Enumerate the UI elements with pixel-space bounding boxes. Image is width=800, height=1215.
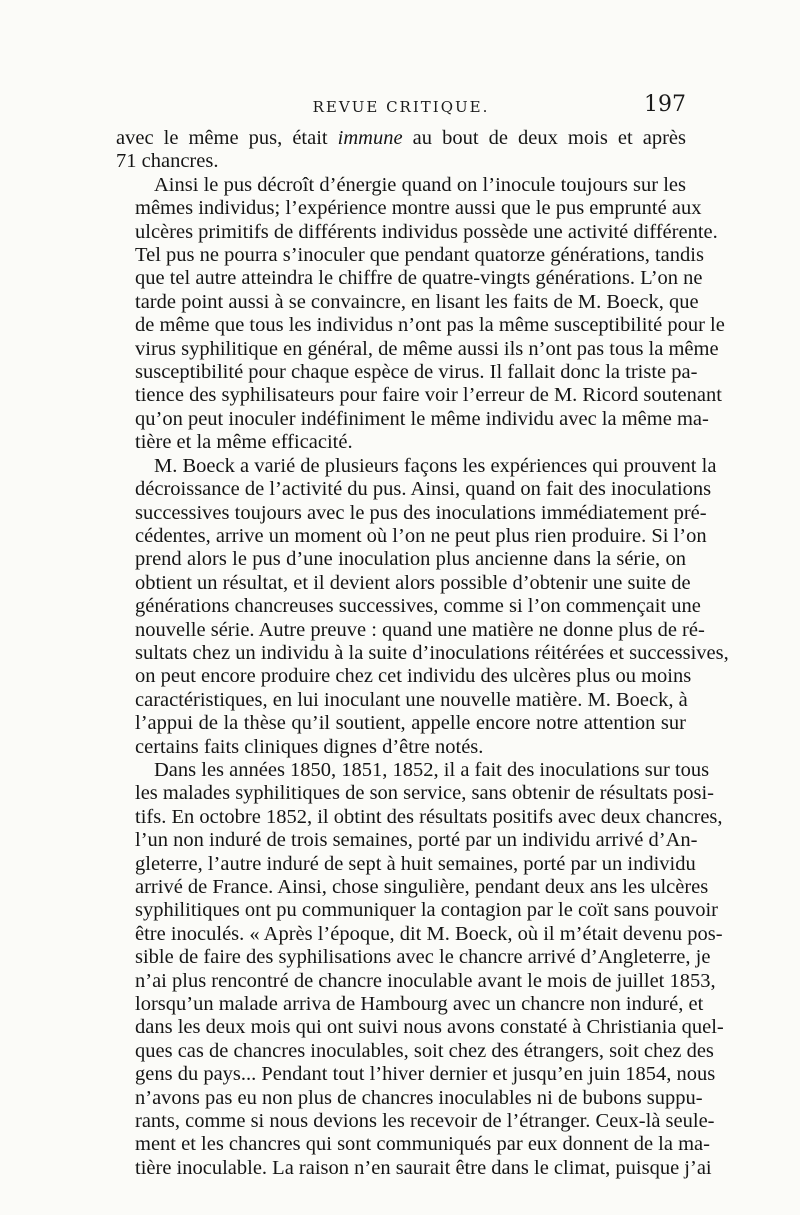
text-segment: sible de faire des syphilisations avec le chancre arrivé d’Angleterre, je — [135, 946, 711, 969]
text-segment: tience des syphilisateurs pour faire voir l’erreur de M. Ricord soutenant — [135, 384, 722, 407]
paragraph — [116, 454, 729, 759]
text-segment: décroissance de l’activité du pus. Ainsi, quand on fait des inoculations — [135, 478, 712, 501]
text-segment: tière et la même efficacité. — [135, 431, 353, 454]
text-segment: l’un non induré de trois semaines, porté par un individu arrivé d’An- — [135, 829, 698, 852]
text-line — [116, 993, 704, 1016]
text-segment: générations chancreuses successives, comme si l’on commençait une — [135, 595, 701, 618]
text-line — [116, 641, 729, 665]
text-segment: mêmes individus; l’expérience montre aussi que le pus emprunté aux — [135, 197, 702, 220]
text-line — [116, 548, 686, 571]
text-segment: tière inoculable. La raison n’en saurait être dans le climat, puisque j’ai — [135, 1156, 712, 1179]
text-segment: certains faits cliniques dignes d’être notés. — [135, 735, 484, 758]
text-line — [116, 736, 686, 759]
text-line — [116, 969, 716, 993]
text-line — [116, 1039, 714, 1063]
text-line — [116, 384, 722, 407]
text-segment: virus syphilitique en général, de même aussi ils n’ont pas tous la même — [135, 337, 719, 360]
text-segment: Dans les années 1850, 1851, 1852, il a fait des inoculations sur tous — [154, 758, 710, 781]
text-line — [116, 595, 701, 618]
text-segment: être inoculés. « Après l’époque, dit M. Boeck, où il m’était devenu pos- — [135, 922, 723, 945]
text-line — [116, 571, 691, 595]
text-segment: Ainsi le pus décroît d’énergie quand on l’inocule toujours sur les — [154, 173, 686, 196]
text-line — [116, 1133, 710, 1156]
text-line — [116, 829, 698, 852]
text-segment: nouvelle série. Autre preuve : quand une matière ne donne plus de ré- — [135, 618, 705, 641]
running-title: REVUE CRITIQUE. — [312, 98, 490, 116]
text-segment: avec le même pus, était — [116, 127, 338, 149]
text-segment: successives toujours avec le pus des inoculations immédiatement pré- — [135, 501, 707, 524]
text-line — [116, 197, 702, 220]
text-segment: tifs. En octobre 1852, il obtint des résultats positifs avec deux chancres, — [135, 805, 723, 828]
text-segment: que tel autre atteindra le chiffre de quatre-vingts générations. L’on ne — [135, 267, 703, 290]
text-segment: gens du pays... Pendant tout l’hiver dernier et jusqu’en juin 1854, nous — [135, 1063, 716, 1086]
running-head — [116, 90, 686, 120]
text-line — [116, 290, 699, 314]
text-line — [116, 805, 723, 829]
text-segment: qu’on peut inoculer indéfiniment le même individu avec la même ma- — [135, 407, 709, 430]
text-segment: prend alors le pus d’une inoculation plus ancienne dans la série, on — [135, 548, 686, 571]
text-line — [116, 127, 686, 150]
text-segment: syphilitiques ont pu communiquer la contagion par le coït sans pouvoir — [135, 899, 719, 922]
text-line — [116, 618, 705, 642]
text-block — [116, 127, 729, 1180]
text-segment: caractéristiques, en lui inoculant une nouvelle matière. M. Boeck, à — [135, 688, 688, 711]
text-line — [116, 407, 709, 431]
text-segment: M. Boeck a varié de plusieurs façons les expériences qui prouvent la — [154, 454, 717, 477]
text-line — [116, 220, 718, 244]
page-number: 197 — [644, 92, 686, 117]
text-line — [116, 758, 710, 782]
text-segment: ulcères primitifs de différents individus possède une activité différente. — [135, 220, 718, 243]
text-segment: Tel pus ne pourra s’inoculer que pendant quatorze générations, tandis — [135, 244, 704, 267]
text-line — [116, 665, 692, 688]
text-segment: cédentes, arrive un moment où l’on ne peut plus rien produire. Si l’on — [135, 524, 707, 547]
text-line — [116, 689, 686, 712]
text-line — [116, 244, 704, 267]
text-segment: susceptibilité pour chaque espèce de virus. Il fallait donc la triste pa- — [135, 361, 698, 384]
text-line — [116, 174, 686, 197]
text-line — [116, 946, 711, 969]
text-segment: de même que tous les individus n’ont pas la même susceptibilité pour le — [135, 314, 725, 337]
text-segment: l’appui de la thèse qu’il soutient, appelle encore notre attention sur — [135, 712, 686, 735]
text-segment: n’avons pas eu non plus de chancres inoculables ni de bubons suppu- — [135, 1086, 703, 1109]
text-line — [116, 454, 717, 478]
paragraph — [116, 758, 724, 1180]
text-segment: arrivé de France. Ainsi, chose singulière, pendant deux ans les ulcères — [135, 876, 709, 898]
italic-text: immune — [337, 127, 403, 149]
text-line — [116, 1086, 703, 1110]
text-line — [116, 150, 686, 173]
text-segment: les malades syphilitiques de son service, sans obtenir de résultats posi- — [135, 782, 715, 805]
text-segment: 71 chancres. — [116, 150, 219, 173]
text-line — [116, 922, 723, 946]
paragraph — [116, 173, 725, 455]
text-line — [116, 1016, 724, 1039]
text-line — [116, 1063, 716, 1086]
text-segment: gleterre, l’autre induré de sept à huit semaines, porté par un individu — [135, 852, 696, 875]
text-line — [116, 712, 686, 735]
text-segment: ment et les chancres qui sont communiqués par eux donnent de la ma- — [135, 1133, 710, 1156]
text-segment: obtient un résultat, et il devient alors possible d’obtenir une suite de — [135, 571, 691, 594]
text-segment: on peut encore produire chez cet individu des ulcères plus ou moins — [135, 665, 692, 688]
text-segment: lorsqu’un malade arriva de Hambourg avec un chancre non induré, et — [135, 993, 704, 1016]
text-segment: dans les deux mois qui ont suivi nous avons constaté à Christiania quel- — [135, 1016, 724, 1039]
text-line — [116, 337, 719, 361]
text-segment: rants, comme si nous devions les recevoir de l’étranger. Ceux-là seule- — [135, 1110, 715, 1133]
text-segment: tarde point aussi à se convaincre, en lisant les faits de M. Boeck, que — [135, 290, 699, 313]
text-line — [116, 1110, 715, 1133]
text-line — [116, 899, 719, 922]
text-line — [116, 267, 703, 290]
paragraph — [116, 127, 686, 174]
text-line — [116, 852, 696, 876]
text-line — [116, 501, 707, 525]
text-segment: au bout de deux mois et après — [402, 127, 686, 149]
text-line — [116, 1156, 712, 1180]
text-line — [116, 782, 715, 805]
text-segment: ques cas de chancres inoculables, soit chez des étrangers, soit chez des — [135, 1039, 714, 1062]
text-line — [116, 876, 709, 899]
text-segment: sultats chez un individu à la suite d’inoculations réitérées et successives, — [135, 641, 729, 664]
text-line — [116, 478, 712, 501]
text-line — [116, 314, 725, 337]
text-line — [116, 431, 686, 454]
text-segment: n’ai plus rencontré de chancre inoculable avant le mois de juillet 1853, — [135, 969, 716, 992]
text-line — [116, 361, 698, 384]
text-line — [116, 524, 707, 548]
